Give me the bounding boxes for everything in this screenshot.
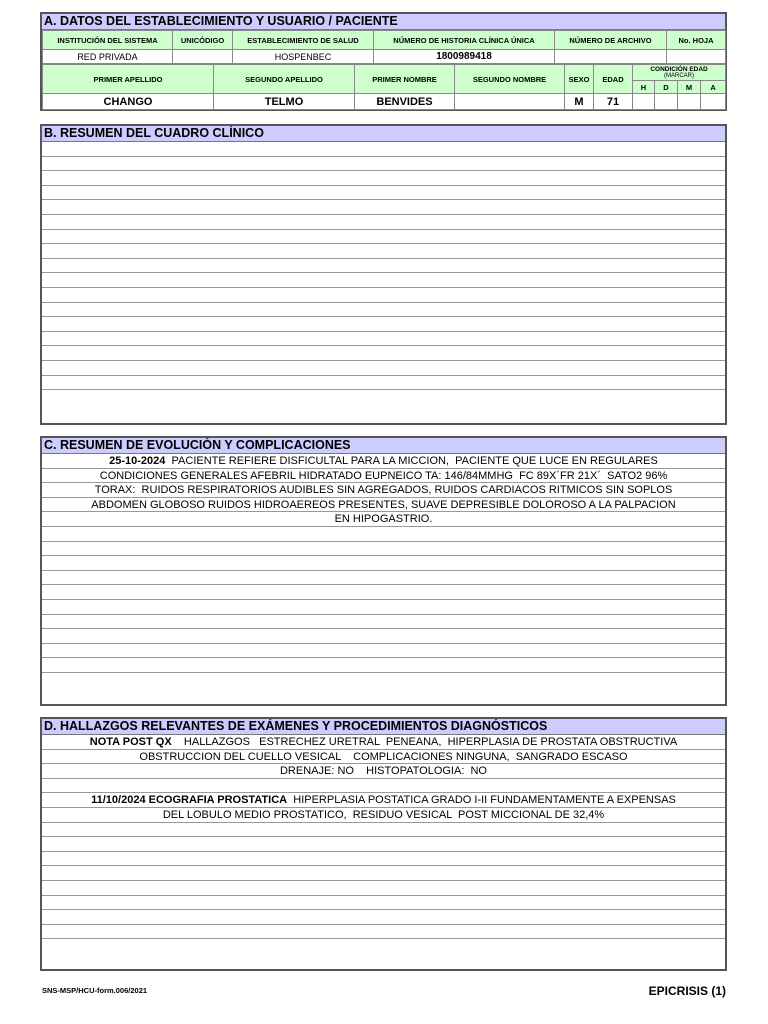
marcar-label: (MARCAR) bbox=[664, 72, 695, 79]
header-segundo-nombre: SEGUNDO NOMBRE bbox=[455, 65, 565, 94]
text-line[interactable] bbox=[42, 793, 725, 808]
text-line[interactable] bbox=[42, 542, 725, 557]
section-d bbox=[40, 717, 727, 971]
header-primer-nombre: PRIMER NOMBRE bbox=[355, 65, 455, 94]
line-bold-text: 25-10-2024 bbox=[109, 455, 166, 467]
text-line[interactable] bbox=[42, 808, 725, 823]
header-a: A bbox=[701, 81, 726, 94]
line-text: DRENAJE: NO HISTOPATOLOGIA: NO bbox=[279, 765, 487, 778]
value-edad[interactable]: 71 bbox=[594, 94, 633, 110]
text-line[interactable] bbox=[42, 615, 725, 630]
text-line[interactable] bbox=[42, 332, 725, 347]
text-line[interactable] bbox=[42, 896, 725, 911]
header-hoja: No. HOJA bbox=[667, 31, 726, 50]
section-d-title: D. HALLAZGOS RELEVANTES DE EXÁMENES Y PROCEDIMIENTOS DIAGNÓSTICOS bbox=[42, 719, 725, 735]
value-establecimiento[interactable]: HOSPENBEC bbox=[233, 50, 374, 64]
text-line[interactable] bbox=[42, 512, 725, 527]
text-line[interactable] bbox=[42, 852, 725, 867]
text-line[interactable] bbox=[42, 273, 725, 288]
value-archivo[interactable] bbox=[555, 50, 667, 64]
value-sexo[interactable]: M bbox=[565, 94, 594, 110]
text-line[interactable] bbox=[42, 629, 725, 644]
text-line[interactable] bbox=[42, 230, 725, 245]
line-bold-text: NOTA POST QX bbox=[89, 736, 172, 748]
section-b bbox=[40, 124, 727, 425]
section-b-title: B. RESUMEN DEL CUADRO CLÍNICO bbox=[42, 126, 725, 142]
text-line[interactable] bbox=[42, 498, 725, 513]
text-line[interactable] bbox=[42, 925, 725, 940]
header-primer-apellido: PRIMER APELLIDO bbox=[43, 65, 214, 94]
text-line[interactable] bbox=[42, 454, 725, 469]
text-line[interactable] bbox=[42, 142, 725, 157]
value-segundo-apellido[interactable]: TELMO bbox=[214, 94, 355, 110]
section-a bbox=[40, 12, 727, 111]
header-archivo: NÚMERO DE ARCHIVO bbox=[555, 31, 667, 50]
header-establecimiento: ESTABLECIMIENTO DE SALUD bbox=[233, 31, 374, 50]
text-line[interactable] bbox=[42, 644, 725, 659]
line-text: EN HIPOGASTRIO. bbox=[334, 513, 433, 526]
patient-data-table bbox=[42, 30, 726, 64]
section-a-title: A. DATOS DEL ESTABLECIMIENTO Y USUARIO / PACIENTE bbox=[42, 14, 725, 30]
text-line[interactable] bbox=[42, 303, 725, 318]
patient-name-table bbox=[42, 64, 726, 110]
section-d-lines bbox=[42, 735, 725, 954]
header-segundo-apellido: SEGUNDO APELLIDO bbox=[214, 65, 355, 94]
text-line[interactable] bbox=[42, 361, 725, 376]
value-primer-nombre[interactable]: BENVIDES bbox=[355, 94, 455, 110]
condicion-label: CONDICIÓN EDAD bbox=[650, 65, 708, 73]
text-line[interactable] bbox=[42, 157, 725, 172]
header-edad: EDAD bbox=[594, 65, 633, 94]
header-institucion: INSTITUCIÓN DEL SISTEMA bbox=[43, 31, 173, 50]
text-line[interactable] bbox=[42, 658, 725, 673]
section-c-title: C. RESUMEN DE EVOLUCIÓN Y COMPLICACIONES bbox=[42, 438, 725, 454]
text-line[interactable] bbox=[42, 527, 725, 542]
text-line[interactable] bbox=[42, 215, 725, 230]
line-text: PACIENTE REFIERE DISFICULTAL PARA LA MICCION, PACIENTE QUE LUCE EN REGULARES bbox=[165, 455, 658, 467]
text-line[interactable] bbox=[42, 750, 725, 765]
line-text: TORAX: RUIDOS RESPIRATORIOS AUDIBLES SIN AGREGADOS, RUIDOS CARDIACOS RITMICOS SIN SOPLOS bbox=[94, 484, 673, 497]
value-segundo-nombre[interactable] bbox=[455, 94, 565, 110]
section-c-lines bbox=[42, 454, 725, 688]
line-text: OBSTRUCCION DEL CUELLO VESICAL COMPLICACIONES NINGUNA, SANGRADO ESCASO bbox=[139, 750, 628, 763]
text-line[interactable] bbox=[42, 571, 725, 586]
line-text: HALLAZGOS ESTRECHEZ URETRAL PENEANA, HIPERPLASIA DE PROSTATA OBSTRUCTIVA bbox=[171, 736, 678, 748]
text-line[interactable] bbox=[42, 673, 725, 688]
text-line[interactable] bbox=[42, 346, 725, 361]
text-line[interactable] bbox=[42, 779, 725, 794]
header-h: H bbox=[633, 81, 655, 94]
value-hoja[interactable] bbox=[667, 50, 726, 64]
text-line[interactable] bbox=[42, 483, 725, 498]
line-text: HIPERPLASIA POSTATICA GRADO I-II FUNDAMENTAMENTE A EXPENSAS bbox=[287, 794, 676, 807]
section-c bbox=[40, 436, 727, 706]
text-line[interactable] bbox=[42, 823, 725, 838]
line-text: DEL LOBULO MEDIO PROSTATICO, RESIDUO VESICAL POST MICCIONAL DE 32,4% bbox=[162, 808, 605, 821]
checkbox-d[interactable] bbox=[655, 94, 678, 110]
header-condicion-edad bbox=[633, 65, 726, 81]
text-line[interactable] bbox=[42, 376, 725, 391]
value-institucion[interactable]: RED PRIVADA bbox=[43, 50, 173, 64]
text-line[interactable] bbox=[42, 171, 725, 186]
header-historia: NÚMERO DE HISTORIA CLÍNICA ÚNICA bbox=[374, 31, 555, 50]
header-unicodigo: UNICÓDIGO bbox=[173, 31, 233, 50]
text-line[interactable] bbox=[42, 469, 725, 484]
text-line[interactable] bbox=[42, 866, 725, 881]
text-line[interactable] bbox=[42, 390, 725, 405]
text-line[interactable] bbox=[42, 600, 725, 615]
text-line[interactable] bbox=[42, 939, 725, 954]
text-line[interactable] bbox=[42, 259, 725, 274]
text-line[interactable] bbox=[42, 186, 725, 201]
text-line[interactable] bbox=[42, 910, 725, 925]
checkbox-a[interactable] bbox=[701, 94, 726, 110]
line-text: CONDICIONES GENERALES AFEBRIL HIDRATADO EUPNEICO TA: 146/84MMHG FC 89X´FR 21X´ SATO2 96% bbox=[99, 469, 668, 482]
text-line[interactable] bbox=[42, 244, 725, 259]
form-code: SNS-MSP/HCU-form.006/2021 bbox=[42, 986, 148, 995]
value-historia[interactable]: 1800989418 bbox=[374, 50, 555, 64]
line-bold-text: 11/10/2024 ECOGRAFIA PROSTATICA bbox=[91, 794, 288, 807]
text-line[interactable] bbox=[42, 735, 725, 750]
text-line[interactable] bbox=[42, 585, 725, 600]
section-b-lines bbox=[42, 142, 725, 405]
text-line[interactable] bbox=[42, 764, 725, 779]
text-line[interactable] bbox=[42, 837, 725, 852]
checkbox-h[interactable] bbox=[633, 94, 655, 110]
header-sexo: SEXO bbox=[565, 65, 594, 94]
text-line[interactable] bbox=[42, 288, 725, 303]
value-unicodigo[interactable] bbox=[173, 50, 233, 64]
text-line[interactable] bbox=[42, 200, 725, 215]
header-d: D bbox=[655, 81, 678, 94]
value-primer-apellido[interactable]: CHANGO bbox=[43, 94, 214, 110]
text-line[interactable] bbox=[42, 556, 725, 571]
line-text: ABDOMEN GLOBOSO RUIDOS HIDROAEREOS PRESENTES, SUAVE DEPRESIBLE DOLOROSO A LA PALPACION bbox=[91, 498, 676, 511]
form-name: EPICRISIS (1) bbox=[648, 984, 726, 998]
header-m: M bbox=[678, 81, 701, 94]
text-line[interactable] bbox=[42, 881, 725, 896]
text-line[interactable] bbox=[42, 317, 725, 332]
checkbox-m[interactable] bbox=[678, 94, 701, 110]
